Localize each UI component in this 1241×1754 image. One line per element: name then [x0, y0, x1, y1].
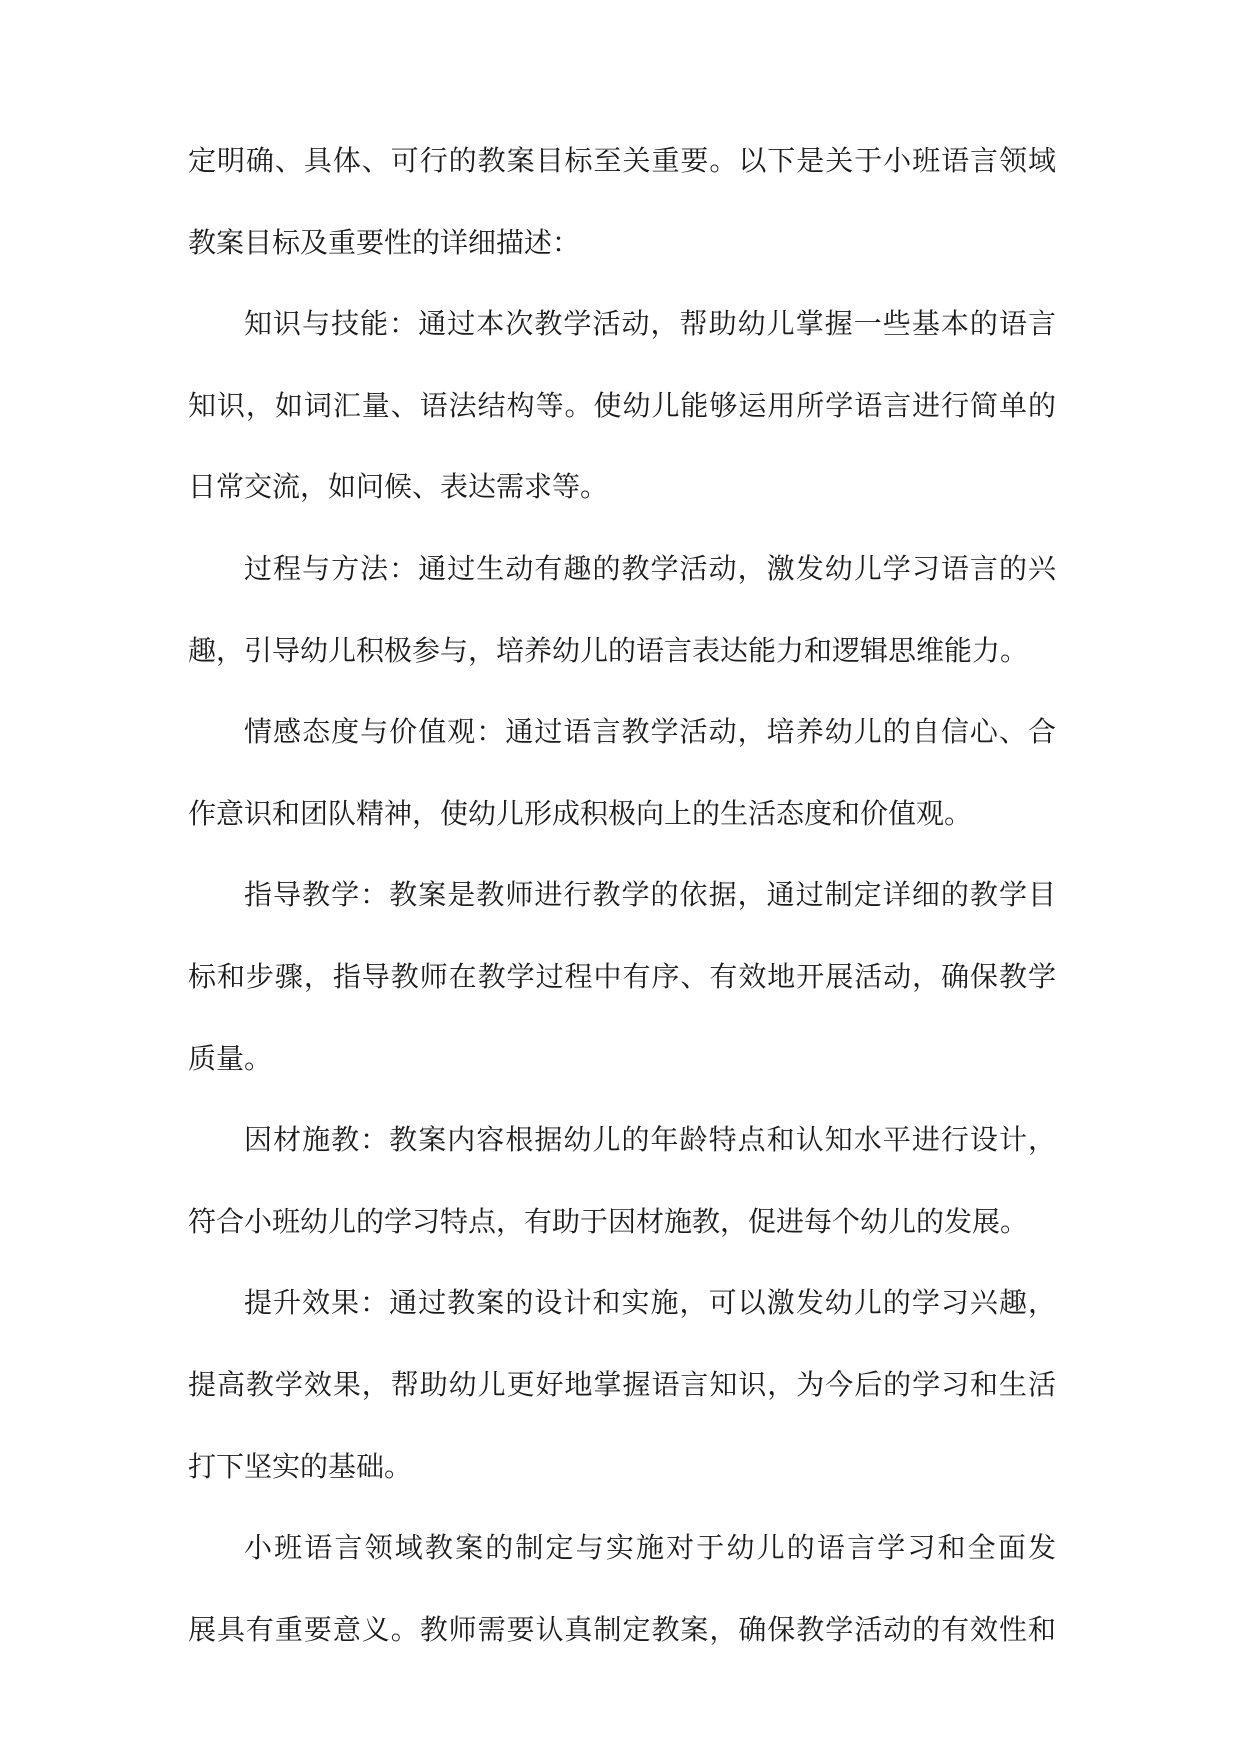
- text-line: 质量。: [188, 1041, 273, 1075]
- text-line: 定明确、具体、可行的教案目标至关重要。以下是关于小班语言领域: [188, 144, 1056, 177]
- document-body: [188, 144, 1056, 1697]
- text-line: 小班语言领域教案的制定与实施对于幼儿的语言学习和全面发: [244, 1531, 1056, 1565]
- text-line: 过程与方法：通过生动有趣的教学活动，激发幼儿学习语言的兴: [244, 551, 1056, 585]
- text-line: 知识与技能：通过本次教学活动，帮助幼儿掌握一些基本的语言: [244, 307, 1056, 341]
- text-line: 符合小班幼儿的学习特点，有助于因材施教，促进每个幼儿的发展。: [188, 1204, 1029, 1238]
- text-line: 标和步骤，指导教师在教学过程中有序、有效地开展活动，确保教学: [188, 959, 1056, 993]
- text-line: 教案目标及重要性的详细描述：: [188, 225, 581, 259]
- text-line: 因材施教：教案内容根据幼儿的年龄特点和认知水平进行设计，: [244, 1123, 1056, 1157]
- text-line: 趣，引导幼儿积极参与，培养幼儿的语言表达能力和逻辑思维能力。: [188, 633, 1029, 667]
- text-line: 知识，如词汇量、语法结构等。使幼儿能够运用所学语言进行简单的: [188, 388, 1056, 422]
- text-line: 情感态度与价值观：通过语言教学活动，培养幼儿的自信心、合: [244, 715, 1056, 749]
- text-line: 提高教学效果，帮助幼儿更好地掌握语言知识，为今后的学习和生活: [188, 1367, 1056, 1401]
- text-line: 打下坚实的基础。: [188, 1449, 413, 1483]
- text-line: 展具有重要意义。教师需要认真制定教案，确保教学活动的有效性和: [188, 1612, 1056, 1646]
- text-line: 提升效果：通过教案的设计和实施，可以激发幼儿的学习兴趣，: [244, 1286, 1056, 1320]
- text-line: 日常交流，如问候、表达需求等。: [188, 470, 609, 504]
- text-line: 作意识和团队精神，使幼儿形成积极向上的生活态度和价值观。: [188, 796, 973, 830]
- text-line: 指导教学：教案是教师进行教学的依据，通过制定详细的教学目: [244, 878, 1056, 912]
